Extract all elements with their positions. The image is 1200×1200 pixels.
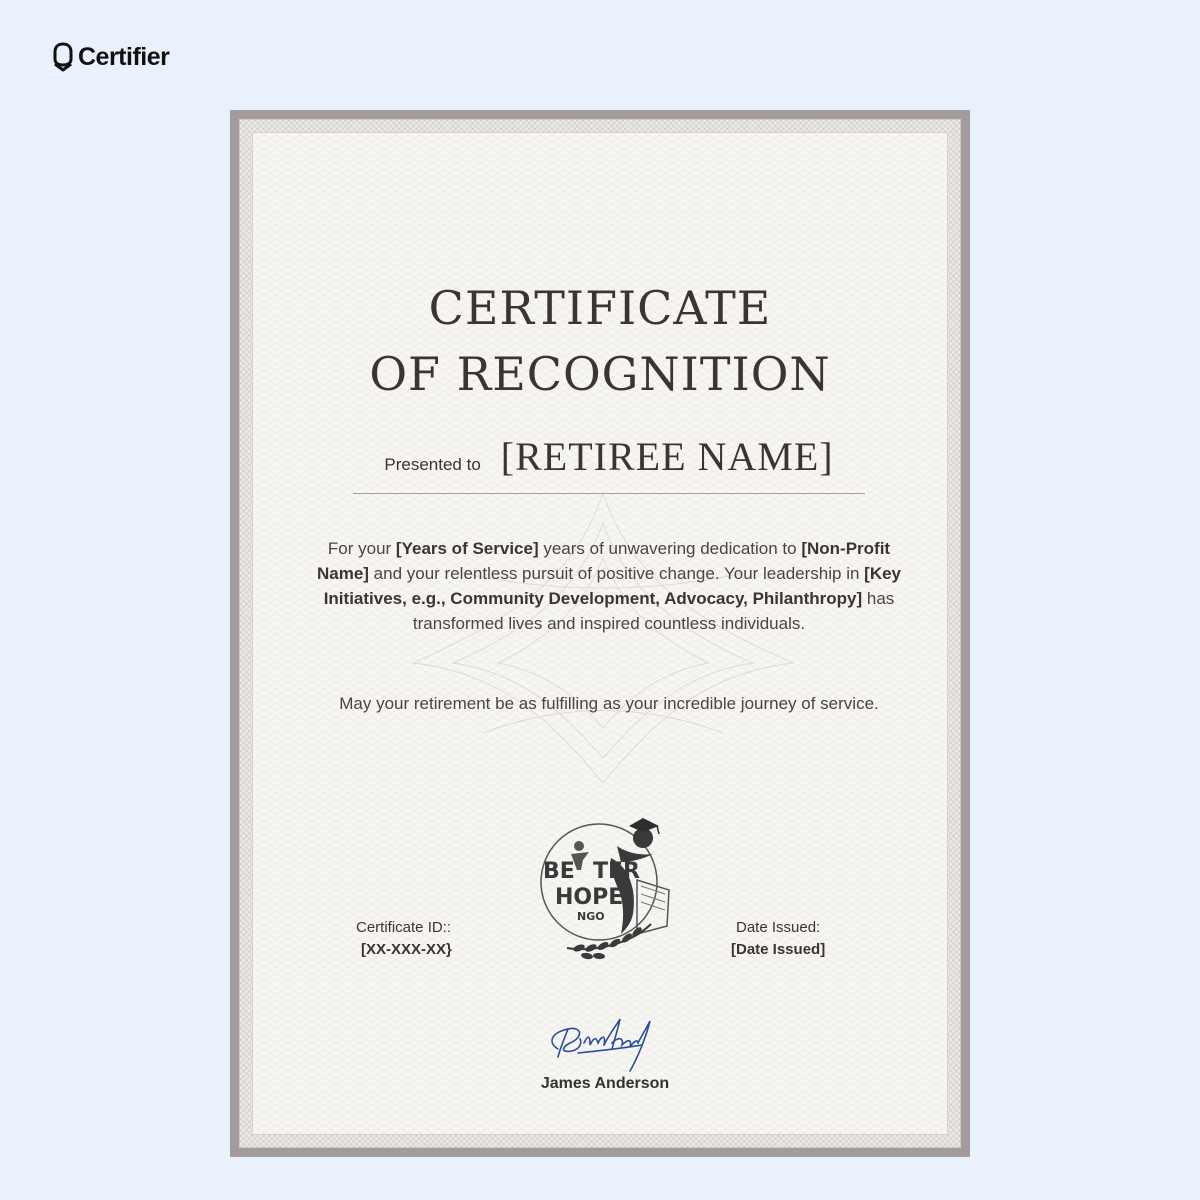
better-hope-ngo-logo bbox=[529, 806, 699, 966]
non-profit-name-placeholder: [Non-Profit Name] bbox=[316, 539, 891, 583]
logo-text-line1b: TER bbox=[593, 859, 640, 884]
certificate-body-text bbox=[313, 536, 905, 636]
logo-text-line3: NGO bbox=[577, 910, 605, 923]
body-text-segment: and your relentless pursuit of positive change. Your leadership in bbox=[368, 564, 865, 583]
certificate-id-value: [XX-XXX-XX} bbox=[361, 941, 452, 958]
brand-logo bbox=[52, 40, 169, 74]
certificate-frame bbox=[230, 110, 970, 1157]
signer-name: James Anderson bbox=[540, 1075, 670, 1092]
recipient-line bbox=[353, 433, 865, 494]
years-of-service-placeholder: [Years of Service] bbox=[395, 539, 539, 558]
certificate-title-line2: OF RECOGNITION bbox=[369, 347, 831, 401]
certificate-border bbox=[239, 119, 961, 1148]
retirement-wish-text: May your retirement be as fulfilling as your incredible journey of service. bbox=[339, 694, 879, 713]
logo-text-line2: HOPE bbox=[555, 885, 624, 910]
brand-name: Certifier bbox=[78, 42, 170, 71]
body-text-segment: years of unwavering dedication to bbox=[538, 539, 802, 558]
certificate-title-line1: CERTIFICATE bbox=[428, 281, 772, 335]
body-text-segment: For your bbox=[327, 539, 396, 558]
key-initiatives-placeholder: [Key Initiatives, e.g., Community Development, Advocacy, Philanthropy] bbox=[323, 564, 902, 608]
presented-to-label: Presented to bbox=[384, 455, 481, 474]
certificate-id-label: Certificate ID:: bbox=[356, 919, 452, 936]
date-issued-value: [Date Issued] bbox=[731, 941, 826, 958]
recipient-name: [RETIREE NAME] bbox=[500, 434, 834, 479]
certifier-logo-icon bbox=[52, 41, 74, 73]
date-issued-label: Date Issued: bbox=[736, 919, 821, 936]
logo-text-line1a: BE bbox=[543, 859, 575, 884]
certificate-paper bbox=[252, 132, 948, 1135]
body-text-segment: has transformed lives and inspired countless individuals. bbox=[412, 589, 895, 633]
handwritten-signature bbox=[538, 1013, 668, 1073]
